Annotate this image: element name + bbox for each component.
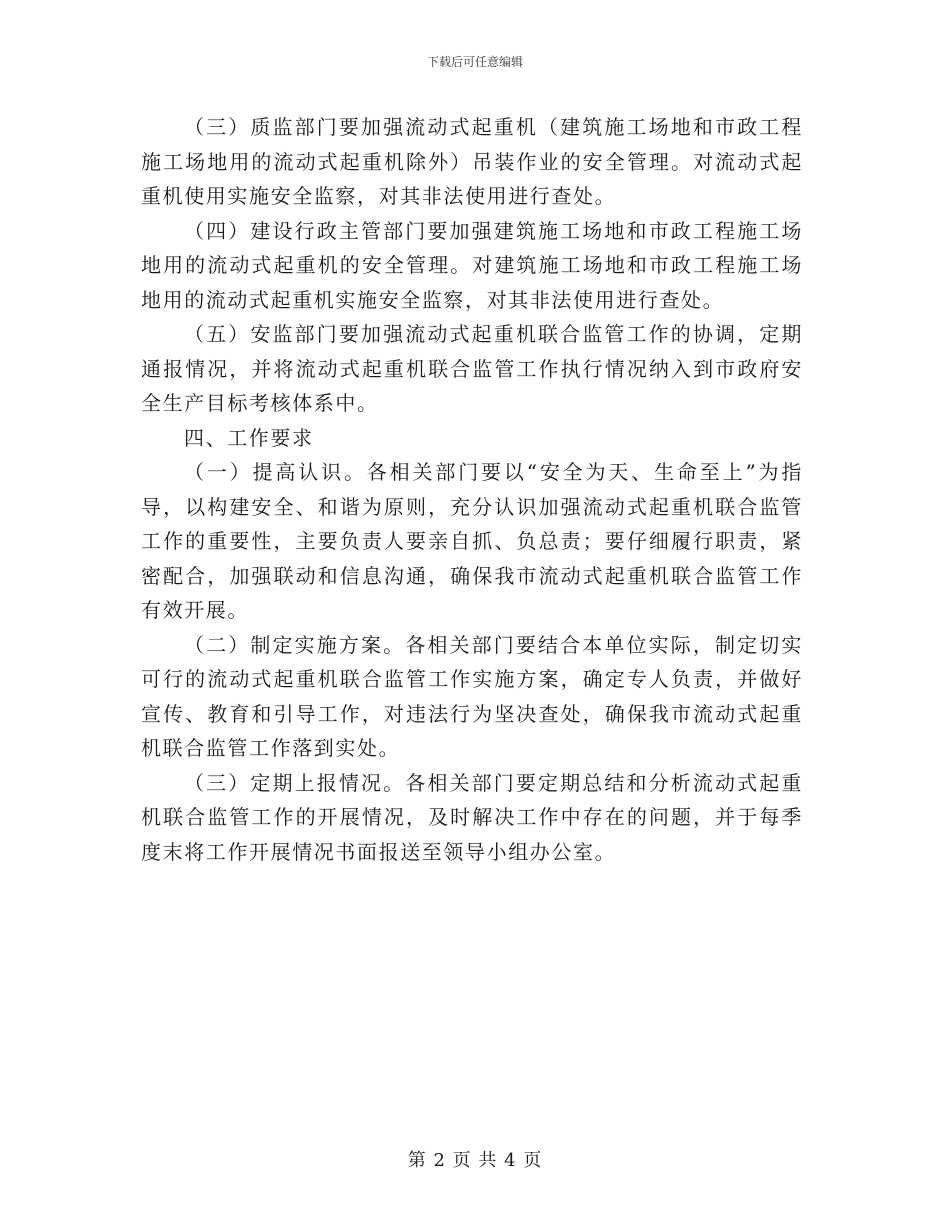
section-heading-work-requirements: 四、工作要求	[184, 425, 314, 450]
paragraph-regular-reporting: （三）定期上报情况。各相关部门要定期总结和分析流动式起重机联合监管工作的开展情况，及时解决工作中存在的问题，并于每季度末将工作开展情况书面报送至领导小组办公室。	[141, 770, 803, 864]
paragraph-construction-admin: （四）建设行政主管部门要加强建筑施工场地和市政工程施工场地用的流动式起重机的安全管理。对建筑施工场地和市政工程施工场地用的流动式起重机实施安全监察，对其非法使用进行查处。	[141, 218, 803, 312]
paragraph-raise-awareness: （一）提高认识。各相关部门要以“安全为天、生命至上”为指导，以构建安全、和谐为原则，充分认识加强流动式起重机联合监管工作的重要性，主要负责人要亲自抓、负总责；要仔细履行职责，紧密配合，加强联动和信息沟通，确保我市流动式起重机联合监管工作有效开展。	[141, 460, 803, 622]
header-note: 下载后可任意编辑	[426, 55, 523, 69]
paragraph-supervision-quality: （三）质监部门要加强流动式起重机（建筑施工场地和市政工程施工场地用的流动式起重机除外）吊装作业的安全管理。对流动式起重机使用实施安全监察，对其非法使用进行查处。	[141, 115, 803, 208]
document-body	[141, 110, 803, 869]
paragraph-implementation-plan: （二）制定实施方案。各相关部门要结合本单位实际，制定切实可行的流动式起重机联合监管工作实施方案，确定专人负责，并做好宣传、教育和引导工作，对违法行为坚决查处，确保我市流动式起重机联合监管工作落到实处。	[141, 632, 803, 760]
page-number: 第 2 页 共 4 页	[407, 1150, 543, 1171]
paragraph-safety-admin: （五）安监部门要加强流动式起重机联合监管工作的协调，定期通报情况，并将流动式起重机联合监管工作执行情况纳入到市政府安全生产目标考核体系中。	[141, 322, 803, 415]
